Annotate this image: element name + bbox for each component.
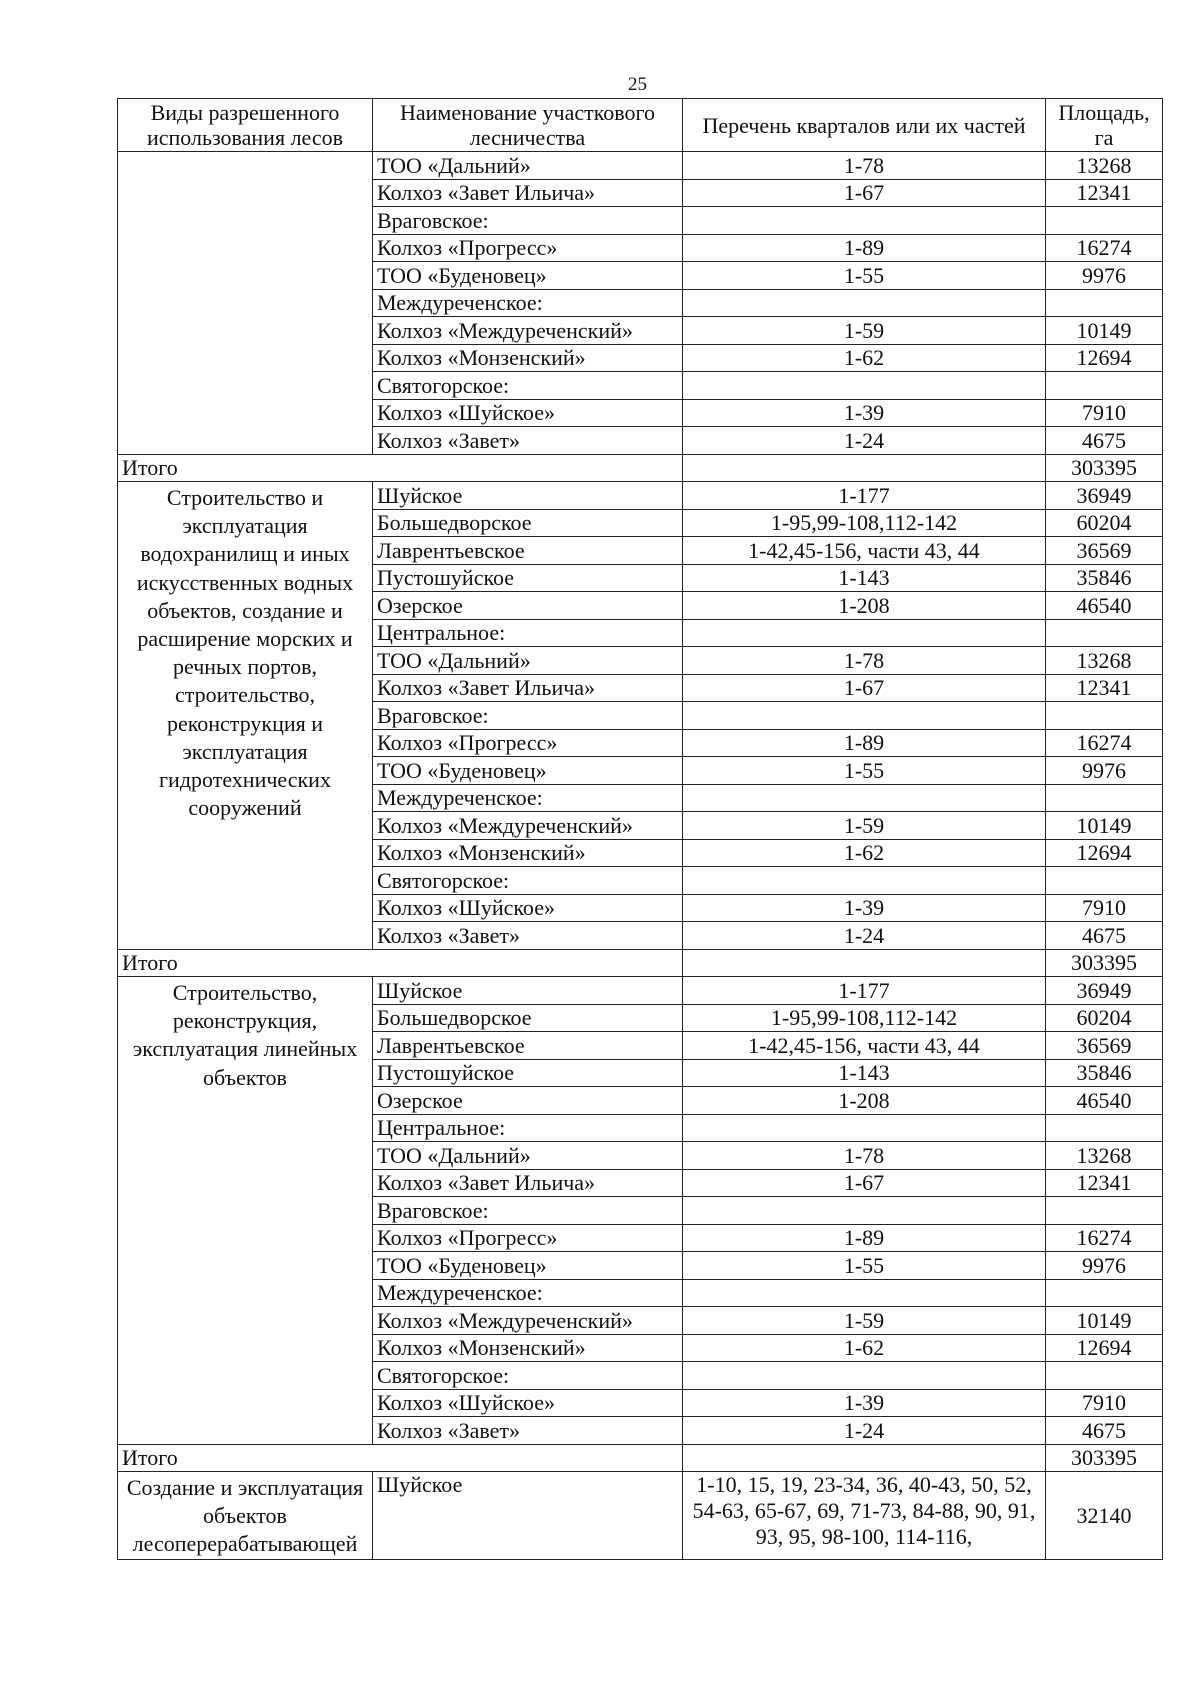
total-label: Итого <box>118 1444 683 1472</box>
quarters-cell: 1-39 <box>683 399 1046 427</box>
total-row <box>118 949 1163 977</box>
area-cell: 16274 <box>1046 1224 1163 1252</box>
area-cell: 9976 <box>1046 757 1163 785</box>
quarters-cell: 1-55 <box>683 262 1046 290</box>
quarters-cell <box>683 207 1046 235</box>
area-cell: 12694 <box>1046 344 1163 372</box>
quarters-cell: 1-24 <box>683 922 1046 950</box>
area-cell: 16274 <box>1046 729 1163 757</box>
forestry-name-cell: Междуреченское: <box>373 784 683 812</box>
header-row <box>118 99 1163 152</box>
area-cell: 46540 <box>1046 592 1163 620</box>
quarters-cell: 1-42,45-156, части 43, 44 <box>683 1032 1046 1060</box>
forestry-name-cell: Святогорское: <box>373 867 683 895</box>
area-cell: 4675 <box>1046 1417 1163 1445</box>
area-cell: 36569 <box>1046 1032 1163 1060</box>
total-empty-cell <box>683 949 1046 977</box>
quarters-cell <box>683 784 1046 812</box>
use-kind-cell: Строительство и эксплуатация водохранилищ и иных искусственных водных объектов, создание и расширение морских и речных портов, строительство, реконструкция и эксплуатация гидротехнических сооружений <box>118 482 373 950</box>
forestry-name-cell: Святогорское: <box>373 372 683 400</box>
forestry-name-cell: Колхоз «Прогресс» <box>373 1224 683 1252</box>
area-cell: 13268 <box>1046 1142 1163 1170</box>
total-area-cell: 303395 <box>1046 949 1163 977</box>
total-empty-cell <box>683 454 1046 482</box>
forestry-name-cell: Колхоз «Шуйское» <box>373 894 683 922</box>
forestry-name-cell: Лаврентьевское <box>373 1032 683 1060</box>
area-cell: 7910 <box>1046 894 1163 922</box>
forestry-name-cell: ТОО «Буденовец» <box>373 757 683 785</box>
forestry-name-cell: Колхоз «Завет Ильича» <box>373 179 683 207</box>
quarters-cell: 1-39 <box>683 894 1046 922</box>
forestry-name-cell: Пустошуйское <box>373 564 683 592</box>
quarters-cell: 1-59 <box>683 812 1046 840</box>
area-cell: 35846 <box>1046 564 1163 592</box>
area-cell: 7910 <box>1046 1389 1163 1417</box>
forestry-name-cell: Колхоз «Монзенский» <box>373 839 683 867</box>
forestry-name-cell: Шуйское <box>373 1472 683 1560</box>
area-cell: 16274 <box>1046 234 1163 262</box>
area-cell: 10149 <box>1046 317 1163 345</box>
quarters-cell <box>683 372 1046 400</box>
quarters-cell: 1-78 <box>683 152 1046 180</box>
forestry-name-cell: Озерское <box>373 1087 683 1115</box>
forestry-name-cell: Центральное: <box>373 619 683 647</box>
area-cell: 12694 <box>1046 839 1163 867</box>
quarters-cell: 1-67 <box>683 179 1046 207</box>
forestry-name-cell: Враговское: <box>373 1197 683 1225</box>
area-cell: 10149 <box>1046 812 1163 840</box>
quarters-cell: 1-10, 15, 19, 23-34, 36, 40-43, 50, 52, 54-63, 65-67, 69, 71-73, 84-88, 90, 91, 93, 95, 98-100, 114-116, <box>683 1472 1046 1560</box>
quarters-cell: 1-89 <box>683 729 1046 757</box>
quarters-cell: 1-62 <box>683 1334 1046 1362</box>
forestry-name-cell: Колхоз «Монзенский» <box>373 344 683 372</box>
forestry-name-cell: Большедворское <box>373 1004 683 1032</box>
forestry-name-cell: Большедворское <box>373 509 683 537</box>
forestry-name-cell: Колхоз «Завет Ильича» <box>373 1169 683 1197</box>
area-cell <box>1046 207 1163 235</box>
total-label: Итого <box>118 454 683 482</box>
quarters-cell <box>683 619 1046 647</box>
forestry-name-cell: ТОО «Дальний» <box>373 152 683 180</box>
total-row <box>118 1444 1163 1472</box>
forestry-name-cell: Колхоз «Междуреченский» <box>373 1307 683 1335</box>
area-cell: 9976 <box>1046 262 1163 290</box>
header-forestry: Наименование участкового лесничества <box>373 99 683 152</box>
quarters-cell: 1-89 <box>683 234 1046 262</box>
area-cell: 12341 <box>1046 179 1163 207</box>
area-cell <box>1046 1197 1163 1225</box>
quarters-cell: 1-62 <box>683 344 1046 372</box>
area-cell: 13268 <box>1046 647 1163 675</box>
area-cell: 12694 <box>1046 1334 1163 1362</box>
area-cell: 46540 <box>1046 1087 1163 1115</box>
quarters-cell: 1-177 <box>683 482 1046 510</box>
quarters-cell <box>683 867 1046 895</box>
quarters-cell: 1-208 <box>683 1087 1046 1115</box>
table-row <box>118 482 1163 510</box>
quarters-cell: 1-59 <box>683 317 1046 345</box>
forestry-name-cell: Колхоз «Шуйское» <box>373 1389 683 1417</box>
area-cell: 32140 <box>1046 1472 1163 1560</box>
forestry-name-cell: Центральное: <box>373 1114 683 1142</box>
area-cell: 60204 <box>1046 1004 1163 1032</box>
quarters-cell <box>683 1114 1046 1142</box>
area-cell: 13268 <box>1046 152 1163 180</box>
use-kind-cell: Создание и эксплуатация объектов лесоперерабатывающей <box>118 1472 373 1560</box>
quarters-cell: 1-59 <box>683 1307 1046 1335</box>
area-cell: 4675 <box>1046 427 1163 455</box>
total-area-cell: 303395 <box>1046 454 1163 482</box>
quarters-cell <box>683 1279 1046 1307</box>
quarters-cell: 1-55 <box>683 1252 1046 1280</box>
table-row <box>118 1472 1163 1560</box>
page-number: 25 <box>628 74 647 95</box>
forestry-name-cell: Колхоз «Завет» <box>373 427 683 455</box>
area-cell: 7910 <box>1046 399 1163 427</box>
forestry-name-cell: Враговское: <box>373 207 683 235</box>
table-body <box>118 152 1163 1560</box>
table-row <box>118 977 1163 1005</box>
forestry-name-cell: Междуреченское: <box>373 289 683 317</box>
area-cell: 12341 <box>1046 674 1163 702</box>
quarters-cell: 1-208 <box>683 592 1046 620</box>
area-cell <box>1046 289 1163 317</box>
forestry-name-cell: Междуреченское: <box>373 1279 683 1307</box>
area-cell <box>1046 702 1163 730</box>
quarters-cell: 1-42,45-156, части 43, 44 <box>683 537 1046 565</box>
quarters-cell: 1-78 <box>683 647 1046 675</box>
forestry-name-cell: Колхоз «Прогресс» <box>373 729 683 757</box>
quarters-cell: 1-62 <box>683 839 1046 867</box>
total-empty-cell <box>683 1444 1046 1472</box>
forestry-name-cell: Враговское: <box>373 702 683 730</box>
area-cell: 12341 <box>1046 1169 1163 1197</box>
quarters-cell: 1-24 <box>683 1417 1046 1445</box>
total-row <box>118 454 1163 482</box>
area-cell <box>1046 1279 1163 1307</box>
area-cell: 4675 <box>1046 922 1163 950</box>
quarters-cell: 1-95,99-108,112-142 <box>683 1004 1046 1032</box>
quarters-cell: 1-55 <box>683 757 1046 785</box>
quarters-cell: 1-67 <box>683 1169 1046 1197</box>
quarters-cell <box>683 289 1046 317</box>
total-label: Итого <box>118 949 683 977</box>
quarters-cell: 1-95,99-108,112-142 <box>683 509 1046 537</box>
quarters-cell <box>683 702 1046 730</box>
quarters-cell <box>683 1197 1046 1225</box>
forestry-name-cell: ТОО «Буденовец» <box>373 262 683 290</box>
area-cell: 35846 <box>1046 1059 1163 1087</box>
forestry-name-cell: Колхоз «Междуреченский» <box>373 317 683 345</box>
forestry-name-cell: ТОО «Дальний» <box>373 647 683 675</box>
forestry-name-cell: Лаврентьевское <box>373 537 683 565</box>
forestry-name-cell: Колхоз «Монзенский» <box>373 1334 683 1362</box>
quarters-cell: 1-24 <box>683 427 1046 455</box>
table-row <box>118 152 1163 180</box>
area-cell: 9976 <box>1046 1252 1163 1280</box>
area-cell: 10149 <box>1046 1307 1163 1335</box>
forest-use-table <box>117 98 1163 1560</box>
forestry-name-cell: Пустошуйское <box>373 1059 683 1087</box>
total-area-cell: 303395 <box>1046 1444 1163 1472</box>
forestry-name-cell: Колхоз «Междуреченский» <box>373 812 683 840</box>
forestry-name-cell: Озерское <box>373 592 683 620</box>
area-cell <box>1046 372 1163 400</box>
forestry-name-cell: Святогорское: <box>373 1362 683 1390</box>
header-kind: Виды разрешенного использования лесов <box>118 99 373 152</box>
forestry-name-cell: ТОО «Дальний» <box>373 1142 683 1170</box>
quarters-cell: 1-39 <box>683 1389 1046 1417</box>
use-kind-cell <box>118 152 373 455</box>
quarters-cell <box>683 1362 1046 1390</box>
area-cell <box>1046 867 1163 895</box>
area-cell: 36949 <box>1046 482 1163 510</box>
area-cell: 36949 <box>1046 977 1163 1005</box>
forestry-name-cell: Колхоз «Завет Ильича» <box>373 674 683 702</box>
quarters-cell: 1-143 <box>683 1059 1046 1087</box>
forestry-name-cell: Шуйское <box>373 482 683 510</box>
quarters-cell: 1-177 <box>683 977 1046 1005</box>
forestry-name-cell: Колхоз «Шуйское» <box>373 399 683 427</box>
area-cell <box>1046 619 1163 647</box>
area-cell: 60204 <box>1046 509 1163 537</box>
quarters-cell: 1-78 <box>683 1142 1046 1170</box>
header-quarters: Перечень кварталов или их частей <box>683 99 1046 152</box>
area-cell: 36569 <box>1046 537 1163 565</box>
area-cell <box>1046 1114 1163 1142</box>
header-area: Площадь, га <box>1046 99 1163 152</box>
forestry-name-cell: Колхоз «Завет» <box>373 922 683 950</box>
forestry-name-cell: Шуйское <box>373 977 683 1005</box>
quarters-cell: 1-67 <box>683 674 1046 702</box>
quarters-cell: 1-143 <box>683 564 1046 592</box>
quarters-cell: 1-89 <box>683 1224 1046 1252</box>
forestry-name-cell: Колхоз «Прогресс» <box>373 234 683 262</box>
area-cell <box>1046 1362 1163 1390</box>
area-cell <box>1046 784 1163 812</box>
use-kind-cell: Строительство, реконструкция, эксплуатация линейных объектов <box>118 977 373 1445</box>
forestry-name-cell: Колхоз «Завет» <box>373 1417 683 1445</box>
forestry-name-cell: ТОО «Буденовец» <box>373 1252 683 1280</box>
